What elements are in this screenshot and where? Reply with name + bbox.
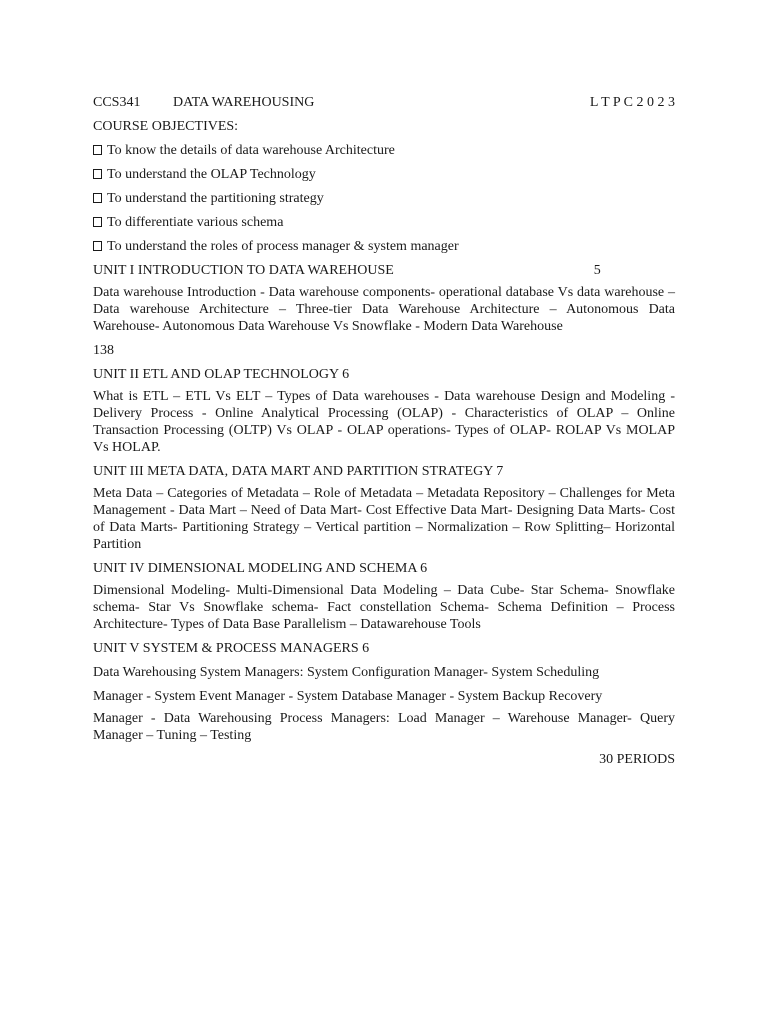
unit4-heading: UNIT IV DIMENSIONAL MODELING AND SCHEMA 6 bbox=[93, 561, 428, 576]
objective-item bbox=[93, 212, 675, 233]
unit3-body: Meta Data – Categories of Metadata – Role of Metadata – Metadata Repository – Challenges for Meta Management - Data Mart – Need of Data Mart- Cost Effective Data Mart- Designing Data Marts- Cost of Data Marts- Partitioning Strategy – Vertical partition – Normalization – Row Splitting– Horizontal Partition bbox=[93, 486, 675, 552]
objective-text: To understand the roles of process manager & system manager bbox=[107, 239, 459, 254]
objective-text: To know the details of data warehouse Architecture bbox=[107, 143, 395, 158]
checkbox-bullet-icon bbox=[93, 241, 102, 251]
course-code: CCS341 bbox=[93, 95, 141, 110]
objective-item bbox=[93, 236, 675, 257]
total-periods: 30 PERIODS bbox=[599, 752, 675, 767]
objective-text: To understand the OLAP Technology bbox=[107, 167, 316, 182]
unit1-hours: 5 bbox=[593, 263, 601, 278]
unit2-heading: UNIT II ETL AND OLAP TECHNOLOGY 6 bbox=[93, 367, 350, 382]
unit5-heading: UNIT V SYSTEM & PROCESS MANAGERS 6 bbox=[93, 641, 370, 656]
unit1-body: Data warehouse Introduction - Data warehouse components- operational database Vs data warehouse – Data warehouse Architecture – Three-tier Data Warehouse Architecture – Autonomous Data Warehouse- Autonomous Data Warehouse Vs Snowflake - Modern Data Warehouse bbox=[93, 285, 675, 334]
unit5-line2: Manager - System Event Manager - System Database Manager - System Backup Recovery bbox=[93, 689, 603, 704]
checkbox-bullet-icon bbox=[93, 169, 102, 179]
unit5-body: Manager - Data Warehousing Process Managers: Load Manager – Warehouse Manager- Query Manager – Tuning – Testing bbox=[93, 711, 675, 743]
objectives-heading: COURSE OBJECTIVES: bbox=[93, 119, 239, 134]
course-title: DATA WAREHOUSING bbox=[173, 95, 315, 110]
unit5-line1: Data Warehousing System Managers: System Configuration Manager- System Scheduling bbox=[93, 665, 600, 680]
objective-text: To differentiate various schema bbox=[107, 215, 284, 230]
page-number: 138 bbox=[93, 343, 114, 358]
objective-text: To understand the partitioning strategy bbox=[107, 191, 324, 206]
course-header bbox=[93, 92, 675, 113]
checkbox-bullet-icon bbox=[93, 193, 102, 203]
unit4-body: Dimensional Modeling- Multi-Dimensional Data Modeling – Data Cube- Star Schema- Snowflake schema- Star Vs Snowflake schema- Fact constellation Schema- Schema Definition – Process Architecture- Types of Data Base Parallelism – Datawarehouse Tools bbox=[93, 583, 675, 632]
unit1-heading bbox=[93, 260, 675, 281]
unit2-body: What is ETL – ETL Vs ELT – Types of Data warehouses - Data warehouse Design and Modeling - Delivery Process - Online Analytical Processing (OLAP) - Characteristics of OLAP – Online Transaction Processing (OLTP) Vs OLAP - OLAP operations- Types of OLAP- ROLAP Vs MOLAP Vs HOLAP. bbox=[93, 389, 675, 455]
objective-item bbox=[93, 164, 675, 185]
checkbox-bullet-icon bbox=[93, 217, 102, 227]
course-header-left bbox=[93, 92, 314, 113]
objective-item bbox=[93, 140, 675, 161]
unit1-title: UNIT I INTRODUCTION TO DATA WAREHOUSE bbox=[93, 263, 394, 278]
objective-item bbox=[93, 188, 675, 209]
syllabus-page bbox=[93, 92, 675, 770]
unit3-heading: UNIT III META DATA, DATA MART AND PARTITION STRATEGY 7 bbox=[93, 464, 504, 479]
ltpc-credits: L T P C 2 0 2 3 bbox=[589, 95, 675, 110]
checkbox-bullet-icon bbox=[93, 145, 102, 155]
